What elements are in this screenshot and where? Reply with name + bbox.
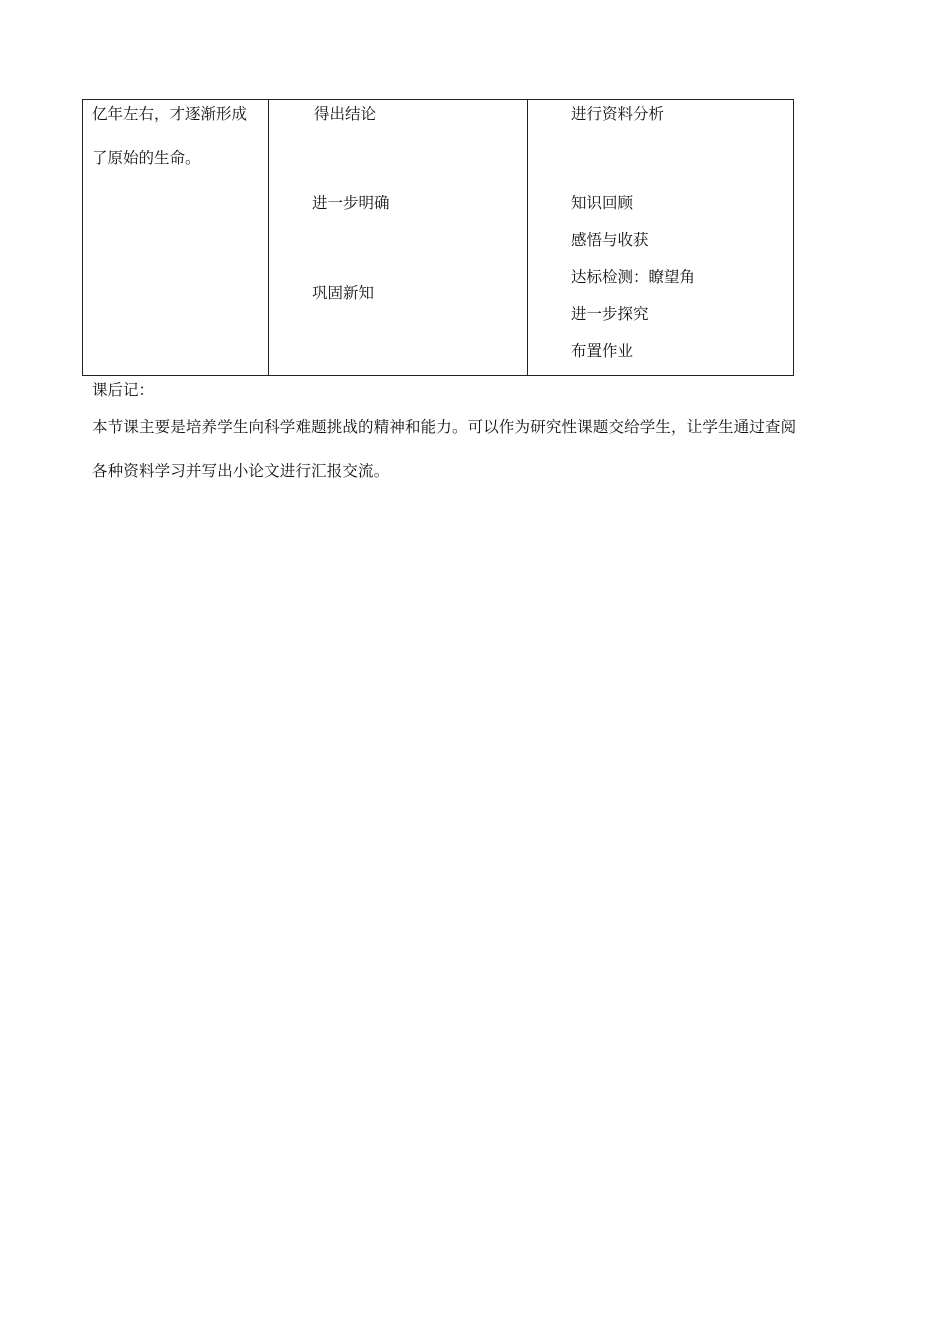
activity-clarify-further: 进一步明确	[312, 194, 390, 212]
activity-consolidate: 巩固新知	[312, 284, 375, 302]
content-line-1: 亿年左右，才逐渐形成	[92, 105, 248, 123]
table-column-content	[83, 100, 269, 375]
activity-draw-conclusion: 得出结论	[314, 105, 377, 123]
step-further-inquiry: 进一步探究	[571, 305, 649, 323]
step-knowledge-review: 知识回顾	[571, 194, 634, 212]
remarks-heading: 课后记：	[92, 381, 155, 399]
remarks-paragraph-line-2: 各种资料学习并写出小论文进行汇报交流。	[92, 462, 390, 480]
step-data-analysis: 进行资料分析	[571, 105, 665, 123]
table-column-student-activity	[528, 100, 793, 375]
table-column-teacher-activity	[269, 100, 528, 375]
step-homework: 布置作业	[571, 342, 634, 360]
step-assessment: 达标检测：瞭望角	[571, 268, 696, 286]
lesson-table	[82, 99, 794, 376]
remarks-paragraph-line-1: 本节课主要是培养学生向科学难题挑战的精神和能力。可以作为研究性课题交给学生，让学生通过查阅	[92, 418, 797, 436]
step-reflection: 感悟与收获	[571, 231, 649, 249]
content-line-2: 了原始的生命。	[92, 149, 201, 167]
